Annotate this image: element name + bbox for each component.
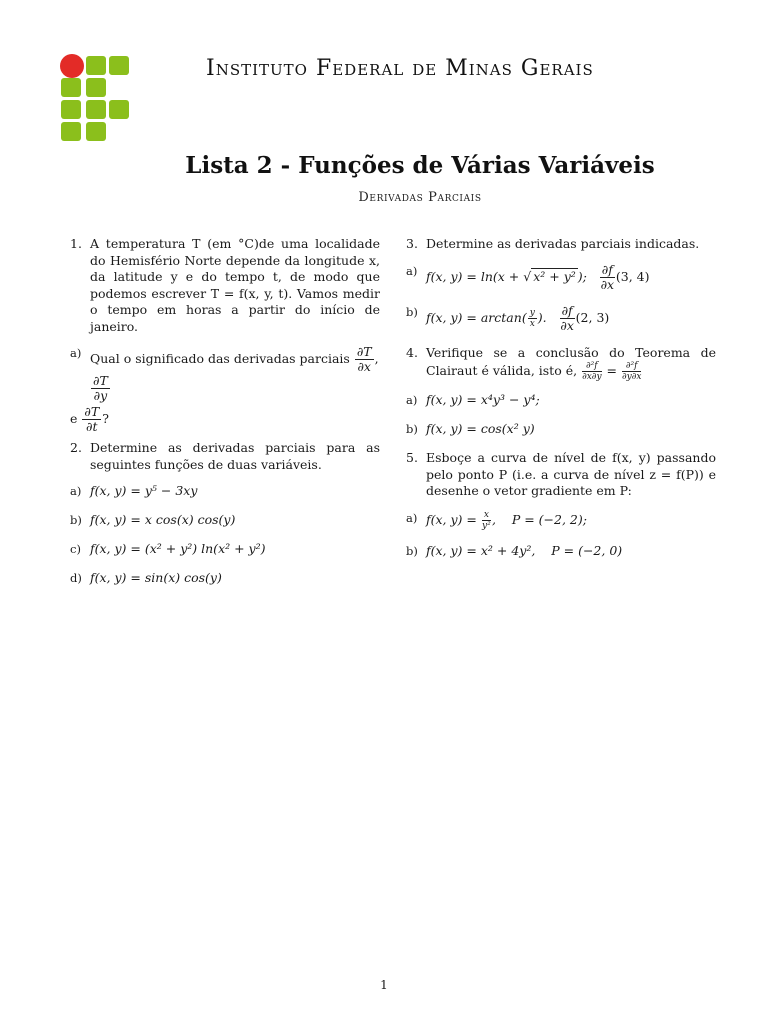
item-label: b) bbox=[406, 304, 418, 319]
question-number: 4. bbox=[406, 344, 418, 360]
item-expr: f(x, y) = x⁴y³ − y⁴; bbox=[426, 392, 540, 407]
page-subtitle: Derivadas Parciais bbox=[358, 190, 482, 205]
mixed-partial-xy: $\frac{\text{∂²f}}{\partial x\partial y}$ bbox=[582, 361, 602, 382]
logo-square bbox=[109, 56, 129, 75]
question-4: 4. Verifique se a conclusão do Teorema de Clairaut é válida, isto é, $\frac{\text{∂²f}}{\partial x\partial y}$ = $\frac{\text{∂²f}}{\partial y\partial x}$ bbox=[406, 344, 716, 382]
item-label: a) bbox=[70, 346, 82, 360]
logo-square bbox=[61, 78, 81, 97]
eval-point: (3, 4) bbox=[615, 268, 650, 284]
logo-square bbox=[86, 56, 106, 75]
logo-square bbox=[109, 100, 129, 119]
question-text: Esboçe a curva de nível de f(x, y) passando pelo ponto P (i.e. a curva de nível z = f(P)) e desenhe o vetor gradiente em P: bbox=[426, 450, 716, 498]
question-2a bbox=[70, 483, 380, 500]
partial-T-x: $\frac{\partial T}{\partial x}$ bbox=[356, 344, 372, 374]
question-2 bbox=[70, 440, 380, 473]
question-2d bbox=[70, 570, 380, 587]
item-and: e bbox=[70, 411, 78, 426]
question-number: 1. bbox=[70, 236, 82, 251]
item-label: a) bbox=[406, 263, 418, 278]
item-expr: f(x, y) = cos(x² y) bbox=[426, 421, 535, 436]
question-2c bbox=[70, 541, 380, 558]
partial-f-x: $\frac{\partial f}{\partial x}$ bbox=[560, 302, 574, 333]
point: P = (−2, 0) bbox=[551, 542, 623, 558]
item-label: a) bbox=[406, 510, 418, 525]
item-label: b) bbox=[406, 543, 418, 558]
question-number: 2. bbox=[70, 440, 82, 455]
item-expr: f(x, y) = arctan( $\frac{y}{x}$ ). bbox=[426, 307, 547, 329]
question-3a bbox=[406, 263, 716, 292]
eval-point: (2, 3) bbox=[575, 309, 610, 325]
item-label: c) bbox=[70, 542, 81, 556]
point: P = (−2, 2); bbox=[511, 511, 587, 527]
question-3b bbox=[406, 304, 716, 333]
item-label: d) bbox=[70, 571, 82, 585]
item-label: b) bbox=[70, 513, 82, 527]
partial-T-y: $\frac{\partial T}{\partial y}$ bbox=[93, 373, 108, 403]
question-5b bbox=[406, 543, 716, 560]
logo-red-circle bbox=[60, 54, 84, 78]
question-4b bbox=[406, 421, 716, 438]
question-text: Verifique se a conclusão do Teorema de Clairaut é válida, isto é, bbox=[426, 344, 716, 378]
item-expr: f(x, y) = $\frac{x}{\text{y²}}$ , bbox=[426, 509, 496, 531]
item-text: Qual o significado das derivadas parciais bbox=[90, 351, 350, 366]
question-2b bbox=[70, 512, 380, 529]
left-column bbox=[70, 236, 380, 599]
question-3 bbox=[406, 236, 716, 253]
institute-name: Instituto Federal de Minas Gerais bbox=[206, 56, 594, 81]
item-label: a) bbox=[70, 484, 82, 498]
item-question-mark: ? bbox=[102, 411, 109, 426]
logo-square bbox=[61, 122, 81, 141]
right-column bbox=[406, 236, 716, 572]
item-expr: f(x, y) = x² + 4y², bbox=[426, 542, 536, 558]
question-number: 3. bbox=[406, 236, 418, 251]
item-expr: f(x, y) = x cos(x) cos(y) bbox=[90, 512, 236, 527]
question-5a bbox=[406, 510, 716, 531]
page-number: 1 bbox=[380, 978, 388, 992]
item-label: a) bbox=[406, 393, 418, 407]
item-expr: f(x, y) = sin(x) cos(y) bbox=[90, 570, 222, 585]
mixed-partial-yx: $\frac{\text{∂²f}}{\partial y\partial x}$ bbox=[621, 361, 642, 382]
item-expr: f(x, y) = y⁵ − 3xy bbox=[90, 483, 198, 498]
partial-f-x: $\frac{\partial f}{\partial x}$ bbox=[600, 261, 615, 292]
question-text: Determine as derivadas parciais para as seguintes funções de duas variáveis. bbox=[90, 440, 380, 472]
question-text: Determine as derivadas parciais indicadas. bbox=[426, 236, 700, 251]
logo-square bbox=[61, 100, 81, 119]
question-number: 5. bbox=[406, 450, 418, 465]
page-title: Lista 2 - Funções de Várias Variáveis bbox=[185, 152, 655, 179]
ifmg-logo bbox=[58, 54, 134, 144]
question-5 bbox=[406, 450, 716, 500]
question-text: A temperatura T (em °C)de uma localidade do Hemisfério Norte depende da longitude x, da latitude y e do tempo t, de modo que podemos escrever T = f(x, y, t). Vamos medir o tempo em horas a partir do início de janeiro. bbox=[90, 236, 380, 334]
logo-square bbox=[86, 100, 106, 119]
item-label: b) bbox=[406, 422, 418, 436]
item-expr: f(x, y) = ln(x + √ x² + y² ); bbox=[426, 268, 587, 284]
partial-T-t: $\frac{\partial T}{\partial t}$ bbox=[84, 404, 100, 434]
question-1a: a) Qual o significado das derivadas parciais $\frac{\partial T}{\partial x}$ , $\frac{\partial T}{\partial y}$ e $\frac{\partial T}{\partial t}$ ? bbox=[70, 344, 379, 434]
item-expr: f(x, y) = (x² + y²) ln(x² + y²) bbox=[90, 541, 266, 556]
question-4a bbox=[406, 392, 716, 409]
logo-square bbox=[86, 122, 106, 141]
question-1 bbox=[70, 236, 380, 335]
logo-square bbox=[86, 78, 106, 97]
